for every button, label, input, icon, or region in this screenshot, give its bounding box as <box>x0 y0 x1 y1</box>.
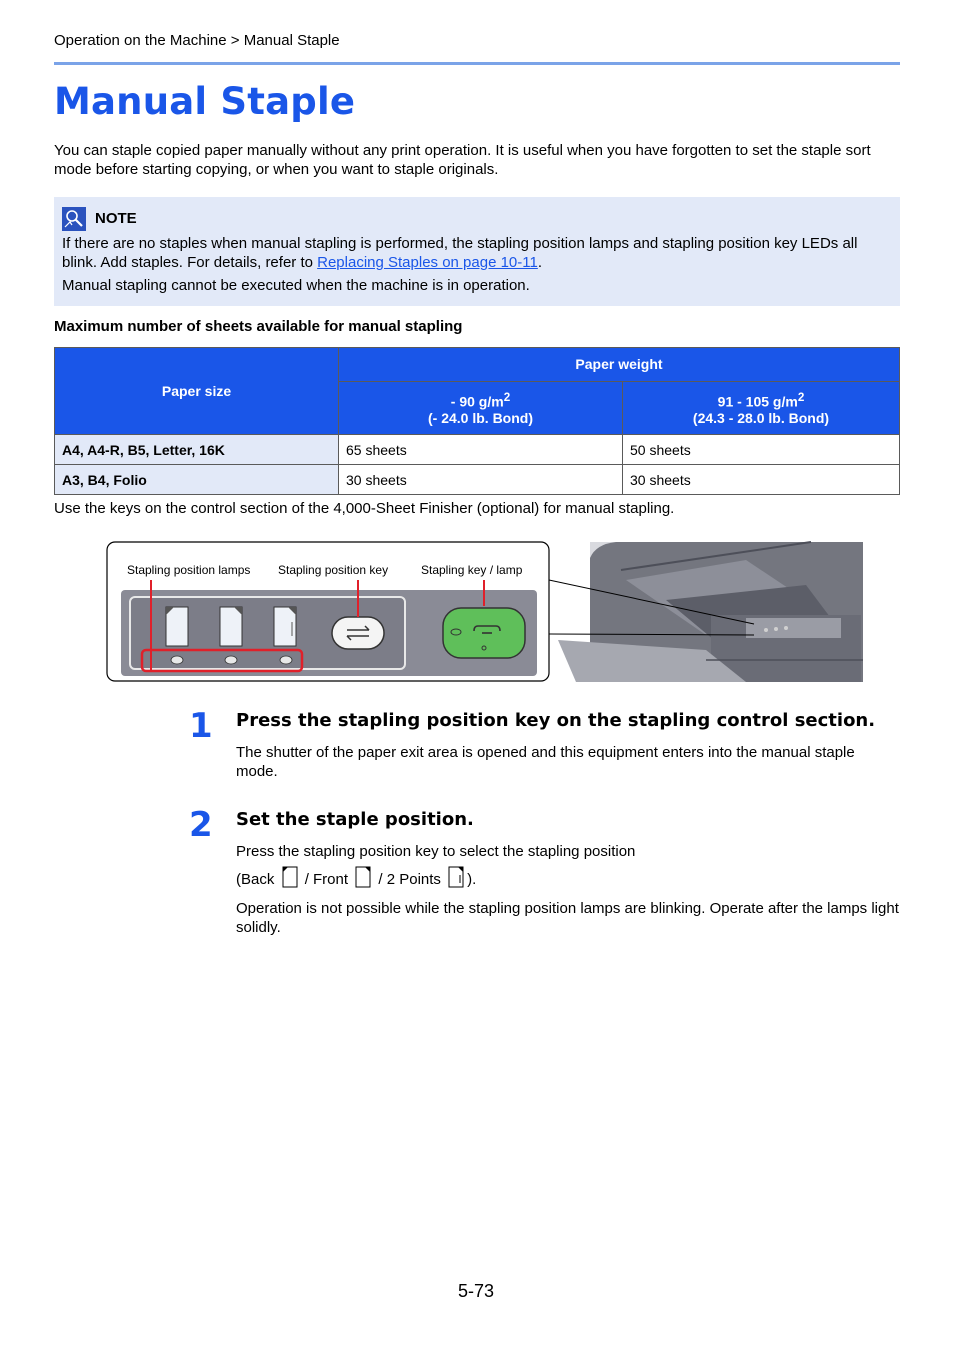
replacing-staples-link[interactable]: Replacing Staples on page 10-11 <box>317 254 538 271</box>
step-1-text: The shutter of the paper exit area is opened and this equipment enters into the manual staple mode. <box>236 744 855 780</box>
step-2-number: 2 <box>189 805 213 845</box>
stapling-key[interactable] <box>443 608 525 658</box>
label-stapling-position-lamps: Stapling position lamps <box>127 563 251 577</box>
weight-col-1-line2: (- 24.0 lb. Bond) <box>428 410 533 427</box>
header-rule <box>54 62 900 65</box>
note-box <box>54 197 900 306</box>
row-2-weight-1: 30 sheets <box>339 465 623 495</box>
step-1-number: 1 <box>189 706 213 746</box>
step-1-heading: Press the stapling position key on the stapling control section. <box>236 710 876 731</box>
header-paper-weight: Paper weight <box>339 348 900 382</box>
note-title: NOTE <box>95 210 137 227</box>
staple-capacity-table <box>54 347 900 495</box>
table-row <box>55 435 900 465</box>
page-title: Manual Staple <box>54 80 356 123</box>
note-paragraph-1 <box>62 234 892 272</box>
row-1-size: A4, A4-R, B5, Letter, 16K <box>55 435 339 465</box>
weight-col-1-line1: - 90 g/m <box>450 393 504 410</box>
step-2-text-1: Press the stapling position key to select the stapling position <box>236 843 636 860</box>
step-2-back-label: (Back <box>236 871 275 888</box>
use-keys-paragraph: Use the keys on the control section of the 4,000-Sheet Finisher (optional) for manual stapling. <box>54 500 675 517</box>
finisher-illustration <box>558 542 863 682</box>
row-2-weight-2: 30 sheets <box>623 465 900 495</box>
row-1-weight-1: 65 sheets <box>339 435 623 465</box>
front-position-lamp-icon <box>220 607 242 646</box>
step-2-closing: ). <box>467 871 477 888</box>
table-row <box>55 465 900 495</box>
weight-col-2-line1: 91 - 105 g/m <box>717 393 798 410</box>
note-paragraph-2: Manual stapling cannot be executed when the machine is in operation. <box>62 277 530 294</box>
lamp-back <box>171 656 183 664</box>
note-icon <box>62 207 86 231</box>
weight-col-2-line2: (24.3 - 28.0 lb. Bond) <box>692 410 830 427</box>
two-points-staple-icon <box>448 866 464 893</box>
page-number: 5-73 <box>458 1281 495 1301</box>
lamp-front <box>225 656 237 664</box>
header-paper-size: Paper size <box>55 348 339 435</box>
step-2-heading: Set the staple position. <box>236 809 474 830</box>
row-1-weight-2: 50 sheets <box>623 435 900 465</box>
note-text-after-link: . <box>537 254 543 271</box>
header-weight-col-1 <box>339 382 623 435</box>
front-staple-icon <box>355 866 371 893</box>
stapling-position-key[interactable] <box>332 617 384 649</box>
header-weight-col-2 <box>623 382 900 435</box>
two-points-lamp-icon <box>274 607 296 646</box>
weight-col-2-sup: 2 <box>797 390 805 404</box>
label-stapling-position-key: Stapling position key <box>278 563 389 577</box>
control-panel-figure <box>106 540 866 685</box>
note-text-before-link: If there are no staples when manual stapling is performed, the stapling position lamps and stapling position key LEDs all blink. Add staples. For details, refer to <box>62 235 858 271</box>
label-stapling-key-lamp: Stapling key / lamp <box>421 563 523 577</box>
table-caption: Maximum number of sheets available for manual stapling <box>54 318 463 335</box>
breadcrumb: Operation on the Machine > Manual Staple <box>54 32 340 49</box>
intro-paragraph: You can staple copied paper manually without any print operation. It is useful when you have forgotten to set the staple sort mode before starting copying, or when you want to staple originals. <box>54 142 871 178</box>
lamp-two-points <box>280 656 292 664</box>
step-2-text-3: Operation is not possible while the stapling position lamps are blinking. Operate after the lamps light solidly. <box>236 900 899 936</box>
weight-col-1-sup: 2 <box>503 390 511 404</box>
back-staple-icon <box>282 866 298 893</box>
back-position-lamp-icon <box>166 607 188 646</box>
step-2-front-label: / Front <box>304 871 349 888</box>
step-2-two-points-label: / 2 Points <box>378 871 441 888</box>
row-2-size: A3, B4, Folio <box>55 465 339 495</box>
step-2-text-2 <box>236 866 900 893</box>
